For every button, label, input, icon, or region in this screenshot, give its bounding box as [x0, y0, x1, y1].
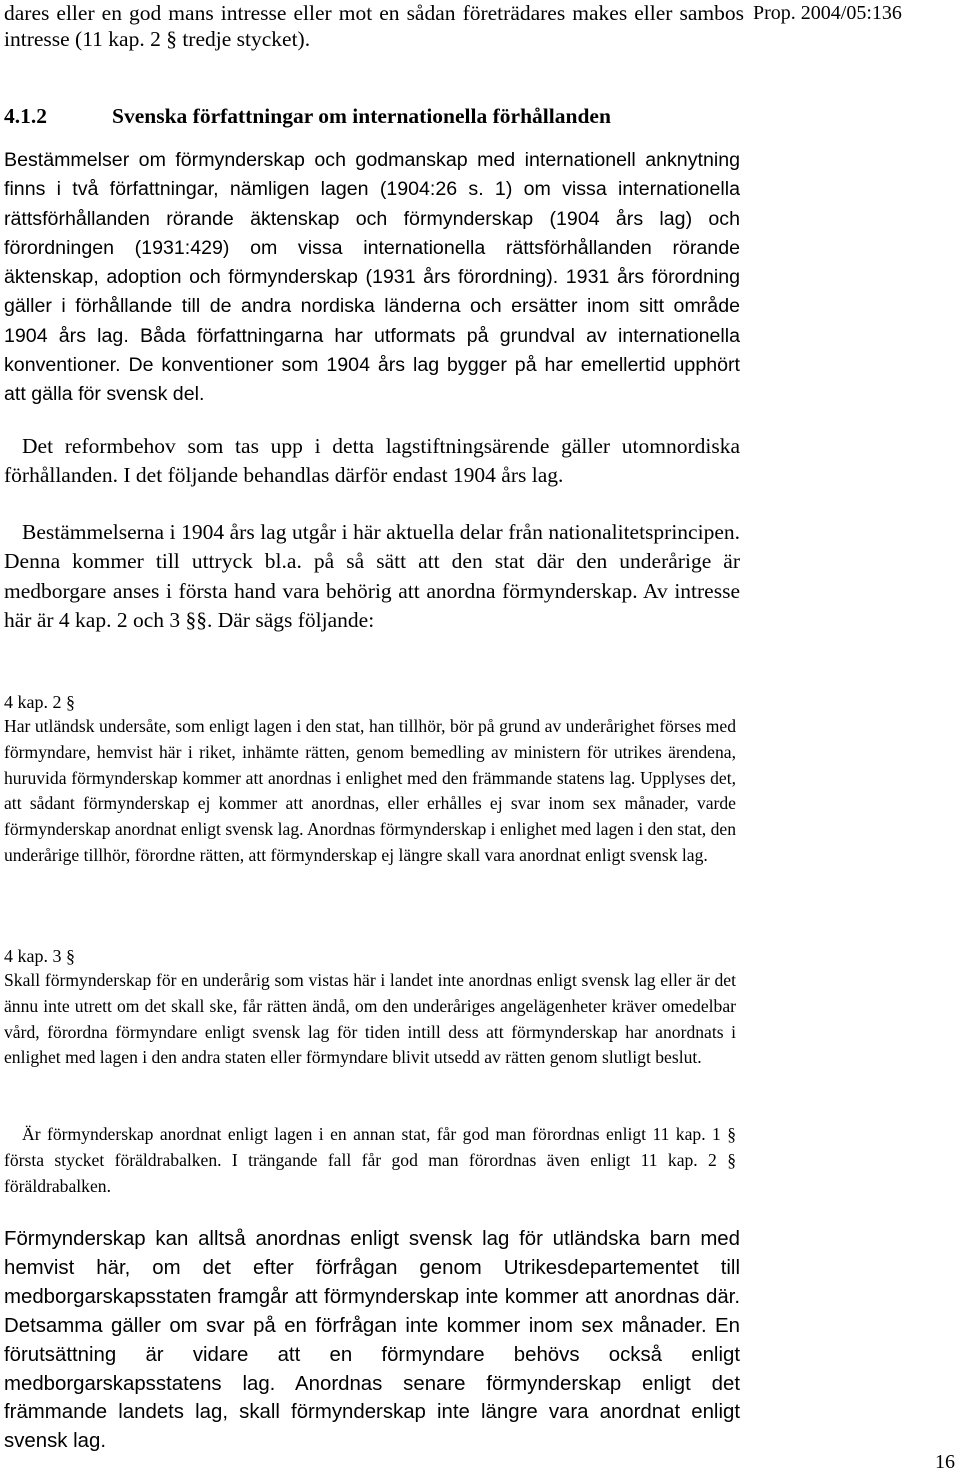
quote-2-text: Skall förmynderskap för en underårig som vistas här i landet inte anordnas enligt svensk lag eller är det ännu inte utrett om det skall ske, får rätten ändå, om den underåriges angelägenheter kräver omedelbar vård, förordna förmyndare enligt svensk lag för tiden intill dess att förmynderskap har anordnats i enlighet med lagen i den andra staten eller förmyndare blivit utsedd av rätten genom slutligt beslut. [4, 970, 736, 1068]
quote-1-label: 4 kap. 2 § [4, 692, 75, 712]
page-number: 16 [935, 1451, 955, 1473]
continued-text: dares eller en god mans intresse eller mot en sådan företrädares makes eller sambos intresse (11 kap. 2 § tredje stycket). [4, 1, 744, 51]
paragraph-1: Bestämmelser om förmynderskap och godmanskap med internationell anknytning finns i två författningar, nämligen lagen (1904:26 s. 1) om vissa internationella rättsförhållanden rörande äktenskap och förmynderskap (1904 års lag) och förordningen (1931:429) om vissa internationella rättsförhållanden rörande äktenskap, adoption och förmynderskap (1931 års förordning). 1931 års förordning gäller i förhållande till de andra nordiska länderna och ersätter inom sitt område 1904 års lag. Båda författningarna har utformats på grundval av internationella konventioner. De konventioner som 1904 års lag bygger på har emellertid upphört att gälla för svensk del. [4, 149, 740, 406]
quote-2-label: 4 kap. 3 § [4, 946, 75, 966]
section-number: 4.1.2 [4, 104, 47, 128]
paragraph-2: Det reformbehov som tas upp i detta lagstiftningsärende gäller utomnordiska förhållanden. I det följande behandlas därför endast 1904 års lag. [4, 434, 740, 488]
proposition-reference: Prop. 2004/05:136 [753, 2, 902, 24]
quote-2-text-continued: Är förmynderskap anordnat enligt lagen i en annan stat, får god man förordnas enligt 11 kap. 1 § första stycket föräldrabalken. I trängande fall får god man förordnas även enligt 11 kap. 2 § föräldrabalken. [4, 1124, 736, 1196]
paragraph-3: Bestämmelserna i 1904 års lag utgår i här aktuella delar från nationalitetsprincipen. Denna kommer till uttryck bl.a. på så sätt att den stat där den underårige är medborgare anses i första hand vara behörig att anordna förmynderskap. Av intresse här är 4 kap. 2 och 3 §§. Där sägs följande: [4, 520, 740, 633]
section-title: Svenska författningar om internationella förhållanden [112, 104, 611, 128]
quote-1-text: Har utländsk undersåte, som enligt lagen i den stat, han tillhör, bör på grund av underårighet förses med förmyndare, hemvist här i riket, inhämte rätten, genom bemedling av ministern för utrikes ärendena, huruvida förmynderskap kommer att anordnas i enlighet med den främmande statens lag. Upplyses det, att sådant förmynderskap ej kommer att anordnas, eller erhålles ej svar inom sex månader, varde förmynderskap anordnat enligt svensk lag. Anordnas förmynderskap i enlighet med lagen i den stat, den underårige tillhör, förordne rätten, att förmynderskap ej längre skall vara anordnat enligt svensk lag. [4, 716, 736, 865]
section-heading [4, 102, 740, 130]
closing-paragraph: Förmynderskap kan alltså anordnas enligt svensk lag för utländska barn med hemvist här, om det efter förfrågan genom Utrikesdepartementet till medborgarskapsstaten framgår att förmynderskap inte kommer att anordnas där. Detsamma gäller om svar på en förfrågan inte kommer inom sex månader. En förutsättning är vidare att en förmyndare behövs också enligt medborgarskapsstatens lag. Anordnas senare förmynderskap enligt det främmande landets lag, skall förmynderskap inte längre vara anordnat enligt svensk lag. [4, 1228, 740, 1453]
